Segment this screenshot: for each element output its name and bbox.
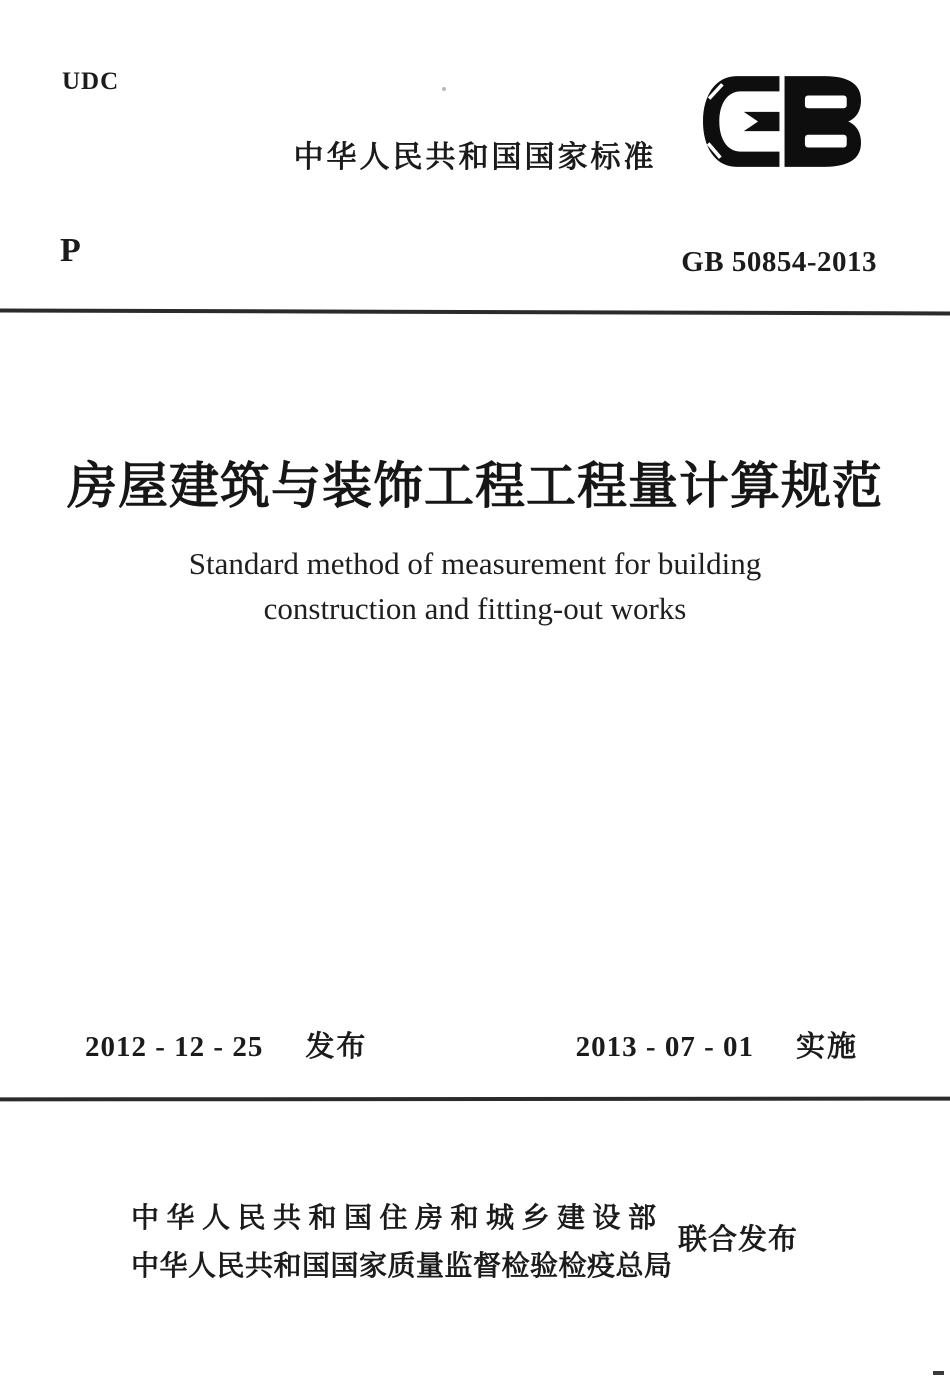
implement-date: 2013 - 07 - 01 bbox=[575, 1031, 754, 1063]
top-rule-divider bbox=[0, 309, 950, 316]
national-standard-header: 中华人民共和国国家标准 bbox=[293, 141, 657, 174]
standard-title-en-line1: Standard method of measurement for building bbox=[188, 546, 762, 581]
publishers-block bbox=[131, 1196, 673, 1284]
dates-row bbox=[85, 1024, 858, 1065]
implement-date-group bbox=[576, 1024, 858, 1065]
standard-code: GB 50854-2013 bbox=[681, 246, 877, 278]
publisher-mohurd: 中华人民共和国住房和城乡建设部 bbox=[131, 1202, 664, 1233]
gb-standard-logo-icon bbox=[703, 76, 861, 167]
scan-speck-bottom bbox=[933, 1371, 944, 1375]
doc-class-label: P bbox=[60, 232, 81, 269]
issue-date: 2012 - 12 - 25 bbox=[85, 1031, 264, 1063]
bottom-rule-divider bbox=[0, 1097, 950, 1102]
implement-label: 实施 bbox=[795, 1031, 858, 1063]
scan-speck-top bbox=[442, 87, 446, 91]
publisher-aqsiq: 中华人民共和国国家质量监督检验检疫总局 bbox=[131, 1250, 673, 1281]
standard-title-en-line2: construction and fitting-out works bbox=[263, 591, 687, 626]
standard-title-zh: 房屋建筑与装饰工程工程量计算规范 bbox=[67, 458, 883, 514]
issue-label: 发布 bbox=[305, 1031, 368, 1063]
joint-publish-label: 联合发布 bbox=[678, 1224, 799, 1256]
udc-label: UDC bbox=[62, 68, 120, 95]
issue-date-group bbox=[85, 1024, 367, 1065]
standard-title-en bbox=[0, 541, 950, 631]
